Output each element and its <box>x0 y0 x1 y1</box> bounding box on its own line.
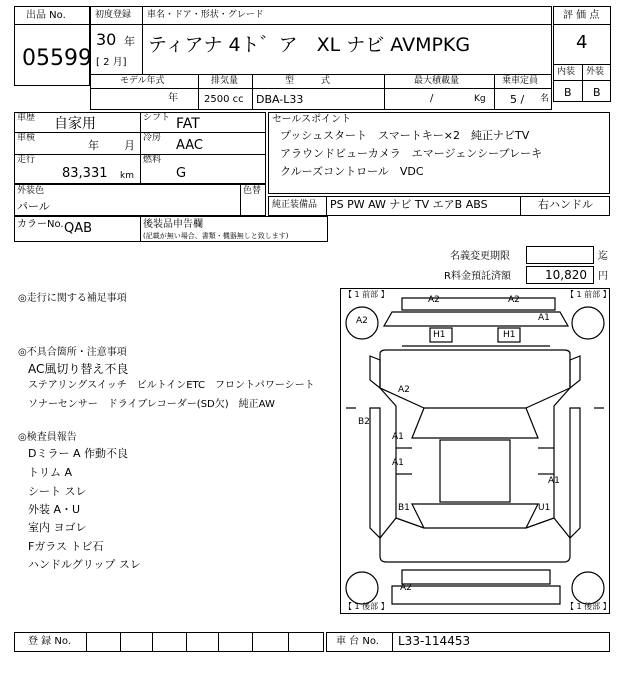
damage-mark: A2 <box>356 316 368 326</box>
shift: FAT <box>176 116 200 132</box>
defects-line: ソナーセンサー ドライブレコーダー(SD欠) 純正AW <box>28 399 275 410</box>
registration-label: 登 録 No. <box>28 636 71 647</box>
max-load-sep: / <box>430 93 434 104</box>
fuel-label: 燃料 <box>143 155 162 165</box>
fuel: G <box>176 166 187 181</box>
diagram-corner-label: 【 1 前部 】 <box>566 290 611 299</box>
damage-mark: U1 <box>538 503 551 513</box>
history-label: 車歴 <box>17 113 36 123</box>
aftermarket-label: 後装品申告欄 <box>143 219 203 230</box>
equipment: PS PW AW ナビ TV エアB ABS <box>330 198 488 211</box>
car-diagram <box>340 288 610 614</box>
inspector-line: トリム A <box>28 466 73 479</box>
name-change-label: 名義変更期限 <box>450 251 510 262</box>
sales-line: プッシュスタート スマートキー×2 純正ナビTV <box>280 129 530 142</box>
damage-mark: H1 <box>503 330 516 340</box>
model-year-unit: 年 <box>168 93 178 104</box>
max-load-label: 最大積載量 <box>414 76 460 86</box>
model-year-label: モデル年式 <box>120 76 165 86</box>
inspection-month: 月 <box>124 139 135 152</box>
equipment-label: 純正装備品 <box>272 200 318 210</box>
defects-title: ◎不具合箇所・注意事項 <box>18 347 127 358</box>
color-no: QAB <box>64 221 93 236</box>
defects-line: ステアリングスイッチ ビルトインETC フロントパワーシート <box>28 380 315 391</box>
car-name: ティアナ 4ト゛ア XL ナビ AVMPKG <box>148 34 471 56</box>
mileage-label: 走行 <box>17 155 36 165</box>
sales-line: クルーズコントロール VDC <box>280 165 424 178</box>
ext-color-label: 外装色 <box>17 186 45 196</box>
name-change-unit: 迄 <box>598 251 608 262</box>
capacity-unit: 名 <box>540 94 550 104</box>
capacity-label: 乗車定員 <box>502 76 539 86</box>
ac-label: 冷房 <box>143 133 162 143</box>
damage-mark: A1 <box>392 458 404 468</box>
ac: AAC <box>176 138 203 153</box>
color-change-label: 色替 <box>243 186 262 196</box>
diagram-corner-label: 【 1 後部 】 <box>566 602 611 611</box>
ext-color-box <box>14 184 266 216</box>
inspector-line: ハンドルグリップ スレ <box>28 558 141 571</box>
damage-mark: A1 <box>548 476 560 486</box>
damage-mark: A2 <box>400 583 412 593</box>
damage-mark: H1 <box>433 330 446 340</box>
damage-mark: A2 <box>428 295 440 305</box>
supplement-title: ◎走行に関する補足事項 <box>18 293 127 304</box>
inspector-line: シート スレ <box>28 485 87 498</box>
inspector-line: 外装 A・U <box>28 503 81 516</box>
first-reg-label: 初度登録 <box>95 10 132 20</box>
inspection-label: 車検 <box>17 133 36 143</box>
recycle-unit: 円 <box>598 271 608 282</box>
damage-mark: A1 <box>538 313 550 323</box>
type: DBA-L33 <box>256 93 304 106</box>
car-name-label: 車名・ドア・形状・グレード <box>147 10 264 20</box>
damage-mark: B2 <box>358 417 370 427</box>
exterior-label: 外装 <box>586 67 605 77</box>
inspector-line: 室内 ヨゴレ <box>28 521 87 534</box>
diagram-corner-label: 【 1 前部 】 <box>344 290 389 299</box>
capacity: 5 / <box>510 93 525 106</box>
diagram-corner-label: 【 1 後部 】 <box>344 602 389 611</box>
first-reg-month: [ 2 月] <box>96 57 127 68</box>
interior-grade: B <box>564 86 572 99</box>
year-unit: 年 <box>124 35 135 48</box>
damage-mark: A2 <box>398 385 410 395</box>
score-label: 評 価 点 <box>563 10 600 21</box>
recycle-label: R料金預託済額 <box>444 271 511 282</box>
aftermarket-note: (記載が無い場合、書類・機器無しと致します) <box>143 232 289 240</box>
steering: 右ハンドル <box>538 198 593 211</box>
chassis-number: L33-114453 <box>398 634 471 648</box>
mileage-unit: km <box>120 171 134 181</box>
exterior-grade: B <box>593 86 601 99</box>
name-change-box <box>526 246 594 264</box>
type-label: 型 式 <box>285 76 331 86</box>
sales-line: アラウンドビューカメラ エマージェンシーブレーキ <box>280 147 543 160</box>
inspection-year: 年 <box>88 139 99 152</box>
displacement: 2500 cc <box>204 94 244 105</box>
displacement-label: 排気量 <box>211 76 239 86</box>
shift-label: シフト <box>143 113 171 123</box>
history: 自家用 <box>54 116 96 132</box>
damage-mark: B1 <box>398 503 410 513</box>
interior-label: 内装 <box>557 67 576 77</box>
sales-points-label: セールスポイント <box>272 114 352 125</box>
color-no-label: カラーNo. <box>17 219 64 230</box>
inspector-title: ◎検査員報告 <box>18 432 77 443</box>
inspector-line: Fガラス トビ石 <box>28 540 104 553</box>
chassis-label: 車 台 No. <box>336 636 379 647</box>
damage-mark: A2 <box>508 295 520 305</box>
max-load-unit: Kg <box>474 94 486 104</box>
inspector-line: Dミラー A 作動不良 <box>28 447 128 460</box>
recycle-value: 10,820 <box>545 268 587 282</box>
ext-color: パール <box>17 200 50 213</box>
first-reg-year: 30 <box>96 30 117 49</box>
score: 4 <box>576 32 588 53</box>
damage-mark: A1 <box>392 432 404 442</box>
defects-line: AC風切り替え不良 <box>28 362 129 376</box>
mileage: 83,331 <box>62 166 108 181</box>
lot-number: 05599 <box>22 46 92 71</box>
lot-number-label: 出品 No. <box>26 10 66 21</box>
